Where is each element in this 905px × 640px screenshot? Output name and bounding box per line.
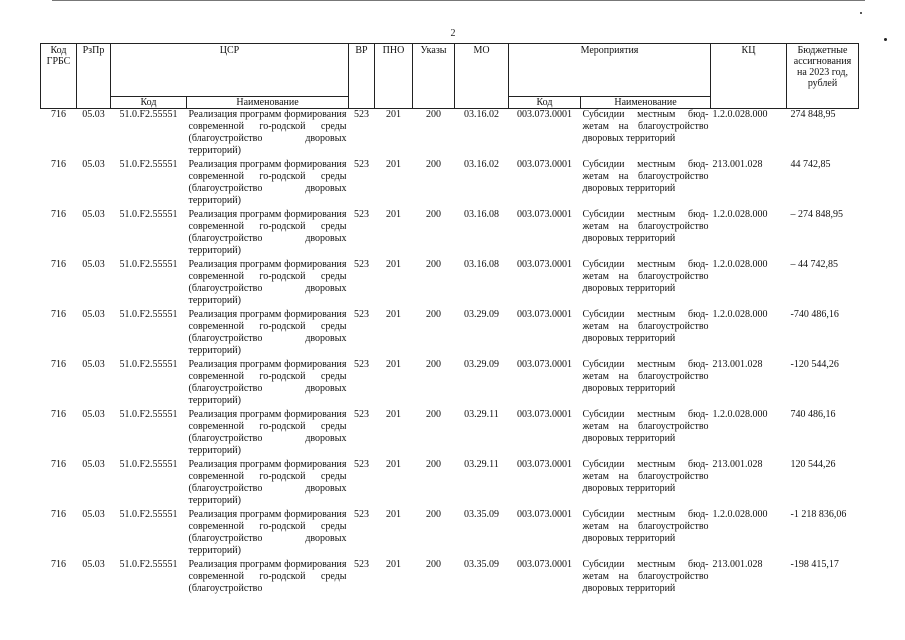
table-row <box>41 459 859 509</box>
cell-kc: 213.001.028 <box>712 559 763 570</box>
cell-grbs: 716 <box>51 209 66 220</box>
cell-csr-name: Реализация программ формирования современной го-родской среды (благоустройство дворовых территорий) <box>188 259 347 306</box>
cell-csr-name: Реализация программ формирования современной го-родской среды (благоустройство дворовых территорий) <box>188 359 347 406</box>
cell-kc: 1.2.0.028.000 <box>712 209 768 220</box>
cell-amount: 44 742,85 <box>790 159 831 170</box>
cell-mer-name: Субсидии местным бюд-жетам на благоустройство дворовых территорий <box>582 159 709 194</box>
cell-kc: 213.001.028 <box>712 159 763 170</box>
cell-pno: 201 <box>386 259 401 270</box>
cell-mo: 03.16.02 <box>464 159 499 170</box>
cell-amount: -120 544,26 <box>790 359 839 370</box>
cell-ukazy: 200 <box>426 259 441 270</box>
cell-vr: 523 <box>354 409 369 420</box>
cell-mer-name: Субсидии местным бюд-жетам на благоустройство дворовых территорий <box>582 409 709 444</box>
table-row <box>41 159 859 209</box>
cell-vr: 523 <box>354 109 369 120</box>
top-edge-line <box>52 0 865 3</box>
cell-mo: 03.29.11 <box>464 459 499 470</box>
cell-csr-name: Реализация программ формирования современной го-родской среды (благоустройство дворовых территорий) <box>188 409 347 456</box>
cell-ukazy: 200 <box>426 359 441 370</box>
scan-speck <box>860 12 862 14</box>
cell-csr-kod: 51.0.F2.55551 <box>119 409 178 420</box>
cell-grbs: 716 <box>51 459 66 470</box>
table-row <box>41 209 859 259</box>
table-body <box>41 109 859 604</box>
table-row <box>41 109 859 160</box>
cell-ukazy: 200 <box>426 459 441 470</box>
cell-mo: 03.35.09 <box>464 509 499 520</box>
cell-pno: 201 <box>386 309 401 320</box>
cell-csr-name: Реализация программ формирования современной го-родской среды (благоустройство дворовых территорий) <box>188 459 347 506</box>
cell-vr: 523 <box>354 209 369 220</box>
cell-csr-name: Реализация программ формирования современной го-родской среды (благоустройство дворовых территорий) <box>188 209 347 256</box>
cell-mer-kod: 003.073.0001 <box>517 209 572 220</box>
cell-ukazy: 200 <box>426 209 441 220</box>
cell-grbs: 716 <box>51 509 66 520</box>
cell-csr-name: Реализация программ формирования современной го-родской среды (благоустройство <box>188 559 347 594</box>
cell-mer-kod: 003.073.0001 <box>517 509 572 520</box>
cell-csr-name: Реализация программ формирования современной го-родской среды (благоустройство дворовых территорий) <box>188 509 347 556</box>
cell-csr-kod: 51.0.F2.55551 <box>119 559 178 570</box>
cell-rzpr: 05.03 <box>82 159 105 170</box>
header-rzpr: РзПр <box>77 44 111 109</box>
cell-kc: 213.001.028 <box>712 359 763 370</box>
cell-pno: 201 <box>386 159 401 170</box>
cell-ukazy: 200 <box>426 509 441 520</box>
cell-mer-name: Субсидии местным бюд-жетам на благоустройство дворовых территорий <box>582 209 709 244</box>
cell-grbs: 716 <box>51 559 66 570</box>
table-header-row <box>41 44 859 97</box>
cell-csr-kod: 51.0.F2.55551 <box>119 359 178 370</box>
cell-mer-name: Субсидии местным бюд-жетам на благоустройство дворовых территорий <box>582 459 709 494</box>
cell-rzpr: 05.03 <box>82 309 105 320</box>
scan-speck <box>884 38 887 41</box>
cell-vr: 523 <box>354 159 369 170</box>
cell-pno: 201 <box>386 509 401 520</box>
cell-csr-kod: 51.0.F2.55551 <box>119 209 178 220</box>
cell-mer-name: Субсидии местным бюд-жетам на благоустройство дворовых территорий <box>582 109 709 144</box>
cell-kc: 1.2.0.028.000 <box>712 259 768 270</box>
cell-ukazy: 200 <box>426 159 441 170</box>
cell-ukazy: 200 <box>426 309 441 320</box>
cell-rzpr: 05.03 <box>82 459 105 470</box>
cell-mer-kod: 003.073.0001 <box>517 309 572 320</box>
cell-csr-kod: 51.0.F2.55551 <box>119 459 178 470</box>
table-row <box>41 359 859 409</box>
header-meropriyatiya: Мероприятия <box>509 44 711 97</box>
cell-rzpr: 05.03 <box>82 259 105 270</box>
cell-vr: 523 <box>354 559 369 570</box>
table-row <box>41 409 859 459</box>
table-row <box>41 509 859 559</box>
cell-mer-name: Субсидии местным бюд-жетам на благоустройство дворовых территорий <box>582 509 709 544</box>
cell-grbs: 716 <box>51 259 66 270</box>
cell-mo: 03.16.08 <box>464 259 499 270</box>
cell-csr-name: Реализация программ формирования современной го-родской среды (благоустройство дворовых территорий) <box>188 309 347 356</box>
cell-grbs: 716 <box>51 309 66 320</box>
cell-rzpr: 05.03 <box>82 509 105 520</box>
cell-mer-kod: 003.073.0001 <box>517 259 572 270</box>
budget-table <box>40 43 859 603</box>
cell-grbs: 716 <box>51 359 66 370</box>
cell-csr-kod: 51.0.F2.55551 <box>119 309 178 320</box>
header-ukazy: Указы <box>413 44 455 109</box>
cell-csr-kod: 51.0.F2.55551 <box>119 109 178 120</box>
cell-amount: -1 218 836,06 <box>790 509 847 520</box>
cell-amount: 274 848,95 <box>790 109 836 120</box>
cell-pno: 201 <box>386 359 401 370</box>
cell-csr-kod: 51.0.F2.55551 <box>119 159 178 170</box>
cell-mer-kod: 003.073.0001 <box>517 359 572 370</box>
cell-amount: -198 415,17 <box>790 559 839 570</box>
cell-mo: 03.29.09 <box>464 309 499 320</box>
cell-pno: 201 <box>386 459 401 470</box>
header-kod-grbs: Код ГРБС <box>41 44 77 109</box>
cell-vr: 523 <box>354 459 369 470</box>
cell-amount: 740 486,16 <box>790 409 836 420</box>
cell-ukazy: 200 <box>426 559 441 570</box>
cell-vr: 523 <box>354 309 369 320</box>
header-pno: ПНО <box>375 44 413 109</box>
cell-rzpr: 05.03 <box>82 359 105 370</box>
cell-rzpr: 05.03 <box>82 209 105 220</box>
cell-pno: 201 <box>386 109 401 120</box>
cell-amount: 120 544,26 <box>790 459 836 470</box>
cell-kc: 1.2.0.028.000 <box>712 109 768 120</box>
cell-kc: 1.2.0.028.000 <box>712 309 768 320</box>
cell-rzpr: 05.03 <box>82 409 105 420</box>
cell-ukazy: 200 <box>426 109 441 120</box>
cell-rzpr: 05.03 <box>82 559 105 570</box>
cell-kc: 1.2.0.028.000 <box>712 509 768 520</box>
cell-kc: 213.001.028 <box>712 459 763 470</box>
cell-mo: 03.29.11 <box>464 409 499 420</box>
table-row <box>41 259 859 309</box>
cell-pno: 201 <box>386 409 401 420</box>
cell-kc: 1.2.0.028.000 <box>712 409 768 420</box>
cell-ukazy: 200 <box>426 409 441 420</box>
subheader-csr-name: Наименование <box>187 97 349 109</box>
cell-mer-kod: 003.073.0001 <box>517 109 572 120</box>
cell-mo: 03.35.09 <box>464 559 499 570</box>
cell-vr: 523 <box>354 359 369 370</box>
cell-mer-kod: 003.073.0001 <box>517 159 572 170</box>
subheader-csr-kod: Код <box>111 97 187 109</box>
cell-mo: 03.29.09 <box>464 359 499 370</box>
cell-csr-name: Реализация программ формирования современной го-родской среды (благоустройство дворовых территорий) <box>188 109 347 156</box>
cell-vr: 523 <box>354 259 369 270</box>
cell-mer-name: Субсидии местным бюд-жетам на благоустройство дворовых территорий <box>582 259 709 294</box>
cell-mer-kod: 003.073.0001 <box>517 459 572 470</box>
header-kc: КЦ <box>711 44 787 109</box>
cell-mo: 03.16.08 <box>464 209 499 220</box>
cell-grbs: 716 <box>51 409 66 420</box>
cell-csr-name: Реализация программ формирования современной го-родской среды (благоустройство дворовых территорий) <box>188 159 347 206</box>
cell-mer-kod: 003.073.0001 <box>517 559 572 570</box>
cell-grbs: 716 <box>51 109 66 120</box>
cell-mer-name: Субсидии местным бюд-жетам на благоустройство дворовых территорий <box>582 359 709 394</box>
cell-csr-kod: 51.0.F2.55551 <box>119 259 178 270</box>
cell-pno: 201 <box>386 209 401 220</box>
cell-vr: 523 <box>354 509 369 520</box>
cell-amount: – 44 742,85 <box>790 259 838 270</box>
subheader-mer-kod: Код <box>509 97 581 109</box>
cell-amount: -740 486,16 <box>790 309 839 320</box>
cell-mo: 03.16.02 <box>464 109 499 120</box>
header-budget: Бюджетные ассигнования на 2023 год, рублей <box>787 44 859 109</box>
cell-mer-name: Субсидии местным бюд-жетам на благоустройство дворовых территорий <box>582 559 709 594</box>
cell-grbs: 716 <box>51 159 66 170</box>
cell-amount: – 274 848,95 <box>790 209 843 220</box>
page-number: 2 <box>450 28 456 39</box>
table-row <box>41 559 859 603</box>
cell-rzpr: 05.03 <box>82 109 105 120</box>
cell-csr-kod: 51.0.F2.55551 <box>119 509 178 520</box>
cell-pno: 201 <box>386 559 401 570</box>
cell-mer-name: Субсидии местным бюд-жетам на благоустройство дворовых территорий <box>582 309 709 344</box>
table-row <box>41 309 859 359</box>
header-mo: МО <box>455 44 509 109</box>
header-vr: ВР <box>349 44 375 109</box>
header-csr: ЦСР <box>111 44 349 97</box>
cell-mer-kod: 003.073.0001 <box>517 409 572 420</box>
subheader-mer-name: Наименование <box>581 97 711 109</box>
